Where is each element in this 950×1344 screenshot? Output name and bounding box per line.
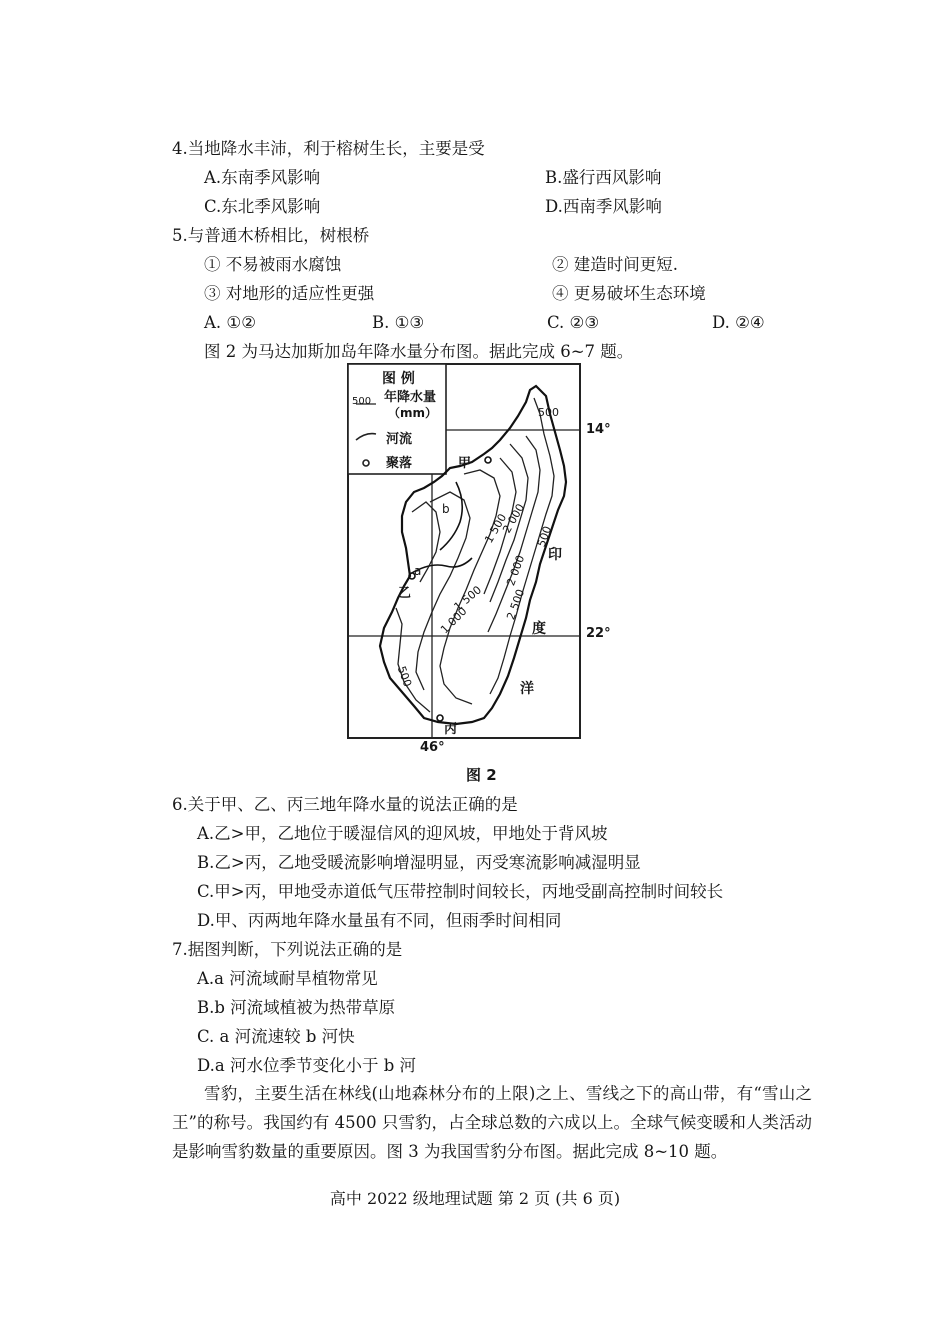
place-bing: 丙 bbox=[444, 722, 458, 737]
q4-option-d: D.西南季风影响 bbox=[545, 197, 662, 216]
q6-option-b: B.乙>丙，乙地受暖流影响增湿明显，丙受寒流影响减湿明显 bbox=[197, 853, 641, 872]
figure-2-caption: 图 2 bbox=[466, 766, 497, 784]
river-label-a: a bbox=[414, 564, 422, 578]
place-jia: 甲 bbox=[458, 456, 472, 471]
legend-title: 图 例 bbox=[382, 371, 415, 387]
q7-option-c: C. a 河流速较 b 河快 bbox=[197, 1027, 355, 1046]
q7-option-a: A.a 河流域耐旱植物常见 bbox=[197, 969, 378, 988]
q5-option-b: B. ①③ bbox=[372, 313, 425, 332]
settlement-bing bbox=[437, 715, 443, 721]
ocean-char-2: 度 bbox=[532, 621, 546, 637]
q7-stem: 7.据图判断，下列说法正确的是 bbox=[172, 940, 403, 959]
lat-label-22: 22° bbox=[586, 626, 611, 641]
figure-2-map bbox=[340, 362, 620, 782]
iso-label-4: 1 000 bbox=[438, 604, 470, 637]
legend-settlement-label: 聚落 bbox=[386, 456, 413, 471]
intro-8-10: 雪豹，主要生活在林线(山地森林分布的上限)之上、雪线之下的高山带，有“雪山之王”的称号。我国约有 4500 只雪豹，占全球总数的六成以上。全球气候变暖和人类活动是影响雪豹数量的重要原因。图 3 为我国雪豹分布图。据此完成 8~10 题。 bbox=[172, 1084, 812, 1161]
q5-item-4: ④ 更易破坏生态环境 bbox=[552, 284, 706, 303]
q4-stem: 4.当地降水丰沛，利于榕树生长，主要是受 bbox=[172, 139, 485, 158]
ocean-char-3: 洋 bbox=[520, 681, 534, 697]
iso-label-1: 500 bbox=[538, 406, 559, 419]
legend-isoline-value: 500 bbox=[352, 396, 372, 407]
settlement-jia bbox=[485, 457, 491, 463]
madagascar-rainfall-map bbox=[340, 362, 620, 782]
q5-item-2: ② 建造时间更短. bbox=[552, 255, 678, 274]
lat-label-14: 14° bbox=[586, 422, 611, 437]
iso-label-8: 1 500 bbox=[482, 511, 510, 546]
iso-label-9: 500 bbox=[394, 664, 415, 689]
legend-unit: （mm） bbox=[388, 406, 438, 420]
q5-stem: 5.与普通木桥相比，树根桥 bbox=[172, 226, 370, 245]
q4-option-a: A.东南季风影响 bbox=[204, 168, 321, 187]
q7-option-d: D.a 河水位季节变化小于 b 河 bbox=[197, 1056, 417, 1075]
q5-item-1: ① 不易被雨水腐蚀 bbox=[204, 255, 342, 274]
q6-option-d: D.甲、丙两地年降水量虽有不同，但雨季时间相同 bbox=[197, 911, 562, 930]
q5-option-c: C. ②③ bbox=[547, 313, 600, 332]
ocean-char-1: 印 bbox=[548, 547, 562, 563]
isoline-1000 bbox=[416, 492, 470, 690]
lon-label-46: 46° bbox=[420, 740, 445, 755]
iso-label-5: 2 000 bbox=[504, 553, 528, 588]
legend-rain-label: 年降水量 bbox=[384, 390, 437, 405]
iso-label-7: 500 bbox=[534, 524, 555, 549]
place-yi: 乙 bbox=[398, 586, 412, 601]
iso-label-3: 1 500 bbox=[451, 583, 484, 614]
q4-option-b: B.盛行西风影响 bbox=[545, 168, 662, 187]
q6-stem: 6.关于甲、乙、丙三地年降水量的说法正确的是 bbox=[172, 795, 518, 814]
iso-label-2: 2 000 bbox=[500, 501, 528, 536]
q7-option-b: B.b 河流域植被为热带草原 bbox=[197, 998, 396, 1017]
q5-item-3: ③ 对地形的适应性更强 bbox=[204, 284, 375, 303]
page-footer: 高中 2022 级地理试题 第 2 页 (共 6 页) bbox=[329, 1189, 621, 1208]
q6-option-c: C.甲>丙，甲地受赤道低气压带控制时间较长，丙地受副高控制时间较长 bbox=[197, 882, 724, 901]
iso-label-6: 2 500 bbox=[504, 587, 528, 622]
q6-option-a: A.乙>甲，乙地位于暖湿信风的迎风坡，甲地处于背风坡 bbox=[197, 824, 608, 843]
q4-option-c: C.东北季风影响 bbox=[204, 197, 321, 216]
q5-option-a: A. ①② bbox=[204, 313, 256, 332]
legend-river-label: 河流 bbox=[386, 432, 413, 447]
river-label-b: b bbox=[442, 502, 450, 516]
isoline-west-500 bbox=[396, 608, 430, 712]
q5-option-d: D. ②④ bbox=[712, 313, 765, 332]
intro-6-7: 图 2 为马达加斯加岛年降水量分布图。据此完成 6~7 题。 bbox=[204, 342, 634, 361]
